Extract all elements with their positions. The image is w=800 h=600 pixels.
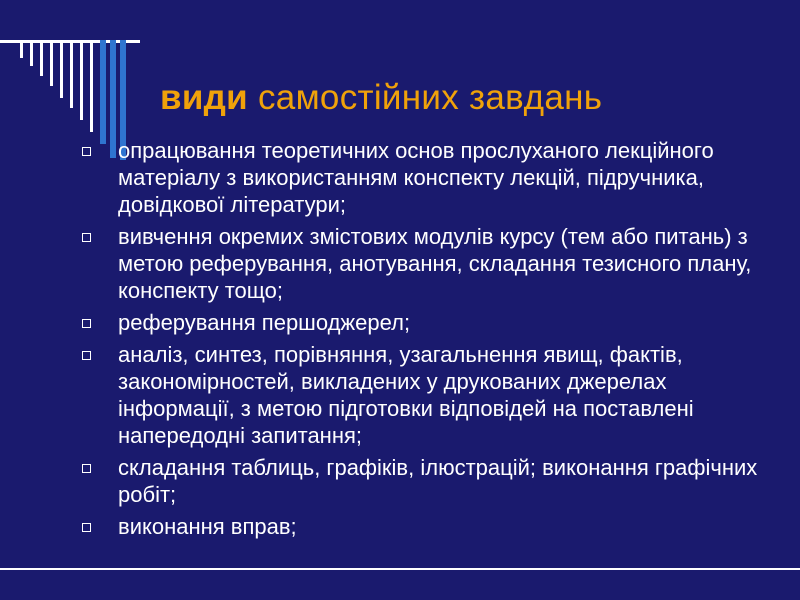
square-bullet-icon bbox=[82, 233, 91, 242]
stripe bbox=[40, 40, 43, 76]
stripe bbox=[80, 40, 83, 120]
stripe bbox=[90, 40, 93, 132]
bullet-item bbox=[80, 309, 770, 336]
bullet-item bbox=[80, 513, 770, 540]
title-bold-part: види bbox=[160, 78, 248, 117]
bottom-divider bbox=[0, 568, 800, 570]
square-bullet-icon bbox=[82, 351, 91, 360]
stripe bbox=[70, 40, 73, 108]
bullet-text: аналіз, синтез, порівняння, узагальнення явищ, фактів, закономірностей, викладених у друкованих джерелах інформації, з метою підготовки відповідей на поставлені напередодні запитання; bbox=[118, 342, 694, 448]
square-bullet-icon bbox=[82, 523, 91, 532]
title-regular-part: самостійних завдань bbox=[258, 78, 603, 117]
stripe bbox=[20, 40, 23, 58]
bullet-text: виконання вправ; bbox=[118, 514, 297, 539]
bullet-list bbox=[80, 137, 770, 545]
stripe bbox=[50, 40, 53, 86]
bullet-item bbox=[80, 341, 770, 449]
bullet-text: реферування першоджерел; bbox=[118, 310, 411, 335]
square-bullet-icon bbox=[82, 319, 91, 328]
square-bullet-icon bbox=[82, 464, 91, 473]
decorative-stripes bbox=[0, 0, 140, 160]
bullet-item bbox=[80, 137, 770, 218]
slide-title bbox=[160, 78, 602, 118]
bullet-item bbox=[80, 223, 770, 304]
stripe bbox=[30, 40, 33, 66]
bullet-text: складання таблиць, графіків, ілюстрацій; виконання графічних робіт; bbox=[118, 455, 758, 507]
stripe bbox=[100, 40, 106, 144]
bullet-item bbox=[80, 454, 770, 508]
bullet-text: опрацювання теоретичних основ прослуханого лекційного матеріалу з використанням конспекту лекцій, підручника, довідкової літератури; bbox=[118, 138, 714, 217]
square-bullet-icon bbox=[82, 147, 91, 156]
stripe bbox=[60, 40, 63, 98]
bullet-text: вивчення окремих змістових модулів курсу (тем або питань) з метою реферування, анотування, складання тезисного плану, конспекту тощо; bbox=[118, 224, 752, 303]
